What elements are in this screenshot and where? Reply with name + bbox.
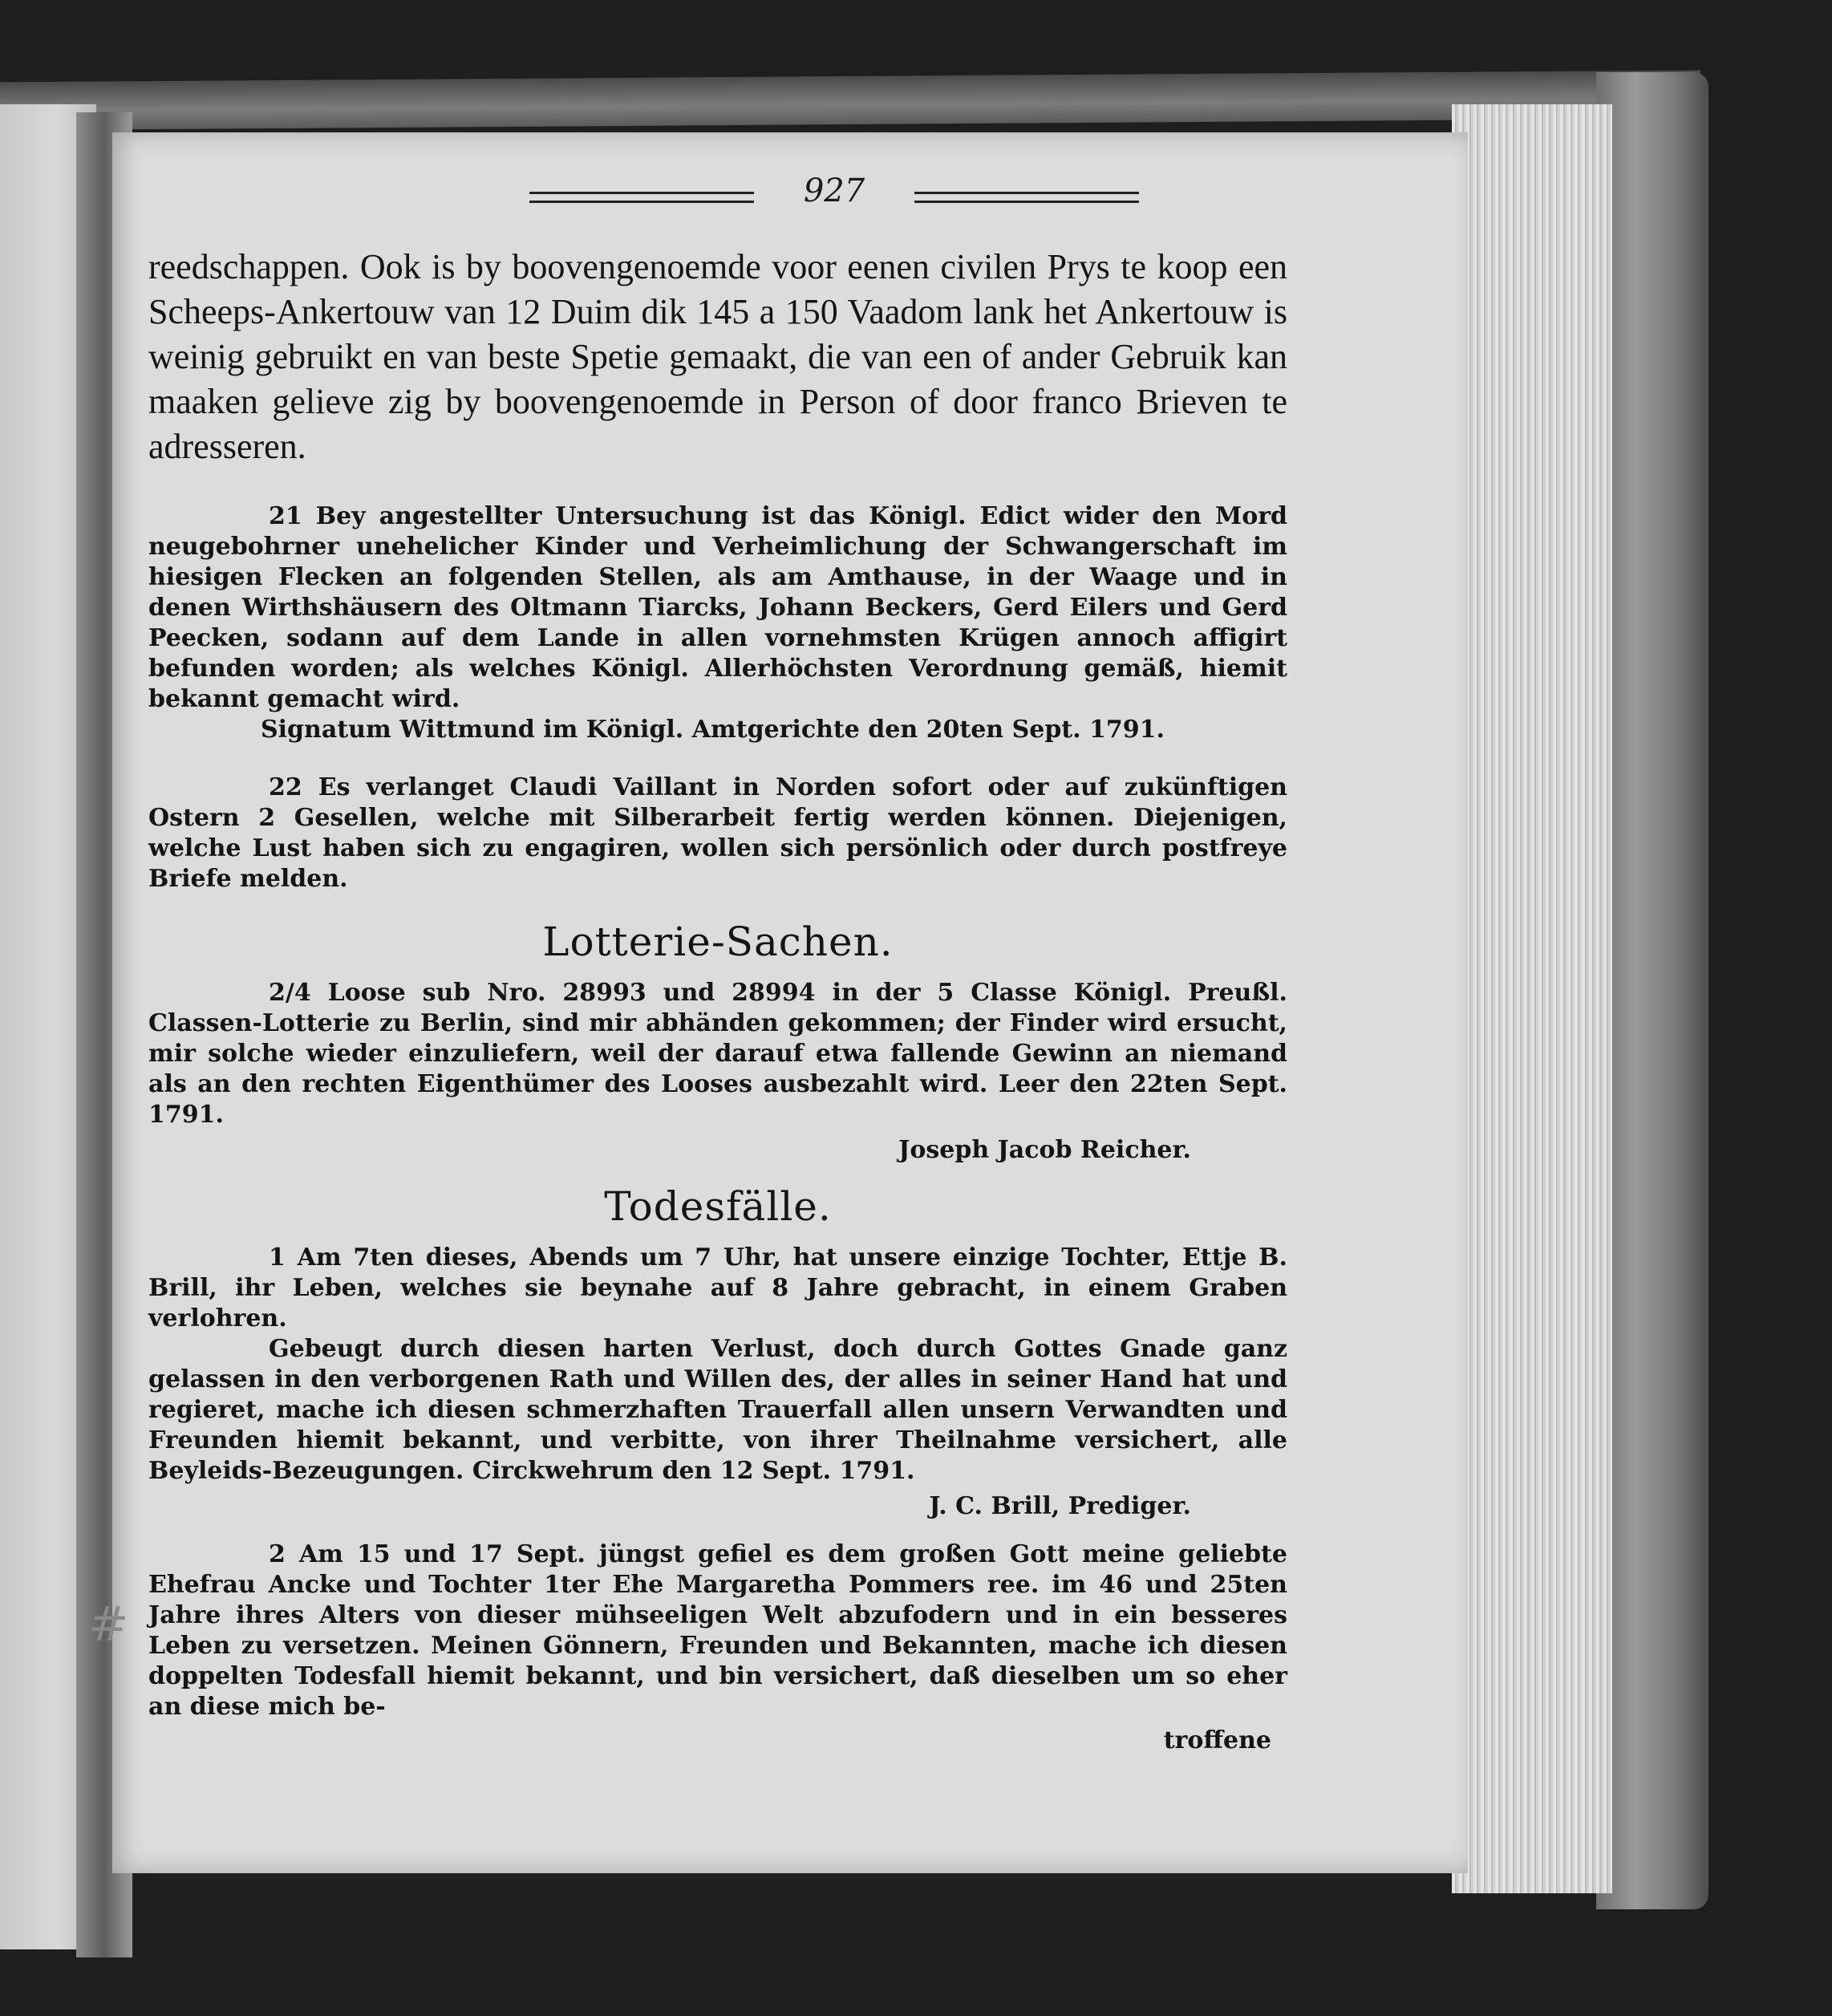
page-body: [148, 245, 1287, 1756]
book-spine: [1596, 72, 1708, 1909]
right-page: [88, 132, 1468, 1873]
header-rule-right: [914, 192, 1139, 203]
margin-pencil-mark: #: [88, 1596, 129, 1653]
death-notice-1-continued: Gebeugt durch diesen harten Verlust, doch durch Gottes Gnade ganz gelassen in den verborgenen Rath und Willen des, der alles in seiner Hand hat und regieret, mache ich diesen schmerzhaften Trauerfall allen unsern Verwandten und Freunden hiemit bekannt, und verbitte, von ihrer Theilnahme versichert, alle Beyleids-Bezeugungen. Circkwehrum den 12 Sept. 1791.: [148, 1335, 1287, 1485]
book-cover-edge: [0, 71, 1700, 131]
notice-21-signature: Signatum Wittmund im Königl. Amtgerichte den 20ten Sept. 1791.: [261, 716, 1165, 744]
page-edges: [1452, 104, 1612, 1893]
page-header: [529, 172, 1139, 221]
notice-21: 21 Bey angestellter Untersuchung ist das Königl. Edict wider den Mord neugebohrner unehelicher Kinder und Verheimlichung der Schwangerschaft im hiesigen Flecken an folgenden Stellen, als am Amthause, in der Waage und in denen Wirthshäusern des Oltmann Tiarcks, Johann Beckers, Gerd Eilers und Gerd Peecken, sodann auf dem Lande in allen vornehmsten Krügen annoch affigirt befunden worden; als welches Königl. Allerhöchsten Verordnung gemäß, hiemit bekannt gemacht wird.: [148, 502, 1287, 713]
lottery-heading: Lotterie-Sachen.: [542, 919, 894, 965]
lottery-notice: 2/4 Loose sub Nro. 28993 und 28994 in der 5 Classe Königl. Preußl. Classen-Lotterie zu Berlin, sind mir abhänden gekommen; der Finder wird ersucht, mir solche wieder einzuliefern, weil der darauf etwa fallende Gewinn an niemand als an den rechten Eigenthümer des Looses ausbezahlt wird. Leer den 22ten Sept. 1791.: [148, 979, 1287, 1129]
page-number: 927: [803, 172, 865, 209]
death-notice-1-signature: J. C. Brill, Prediger.: [929, 1492, 1191, 1520]
lottery-signature: Joseph Jacob Reicher.: [898, 1136, 1191, 1164]
catchword: troffene: [1163, 1726, 1271, 1754]
dutch-advertisement: reedschappen. Ook is by boovengenoemde voor eenen civilen Prys te koop een Scheeps-Ankertouw van 12 Duim dik 145 a 150 Vaadom lank het Ankertouw is weinig gebruikt en van beste Spetie gemaakt, die van een of ander Gebruik kan maaken gelieve zig by boovengenoemde in Person of door franco Brieven te adresseren.: [148, 247, 1287, 466]
death-notice-1: 1 Am 7ten dieses, Abends um 7 Uhr, hat unsere einzige Tochter, Ettje B. Brill, ihr Leben, welches sie beynahe auf 8 Jahre gebracht, in einem Graben verlohren.: [148, 1243, 1287, 1333]
notice-22: 22 Es verlanget Claudi Vaillant in Norden sofort oder auf zukünftigen Ostern 2 Gesellen, welche mit Silberarbeit fertig werden können. Diejenigen, welche Lust haben sich zu engagiren, wollen sich persönlich oder durch postfreye Briefe melden.: [148, 773, 1287, 893]
death-notice-2: 2 Am 15 und 17 Sept. jüngst gefiel es dem großen Gott meine geliebte Ehefrau Ancke und Tochter 1ter Ehe Margaretha Pommers ree. im 46 und 25ten Jahre ihres Alters von dieser mühseeligen Welt abzufodern und in ein besseres Leben zu versetzen. Meinen Gönnern, Freunden und Bekannten, mache ich diesen doppelten Todesfall hiemit bekannt, und bin versichert, daß dieselben um so eher an diese mich be-: [148, 1540, 1287, 1721]
deaths-heading: Todesfälle.: [604, 1183, 832, 1230]
